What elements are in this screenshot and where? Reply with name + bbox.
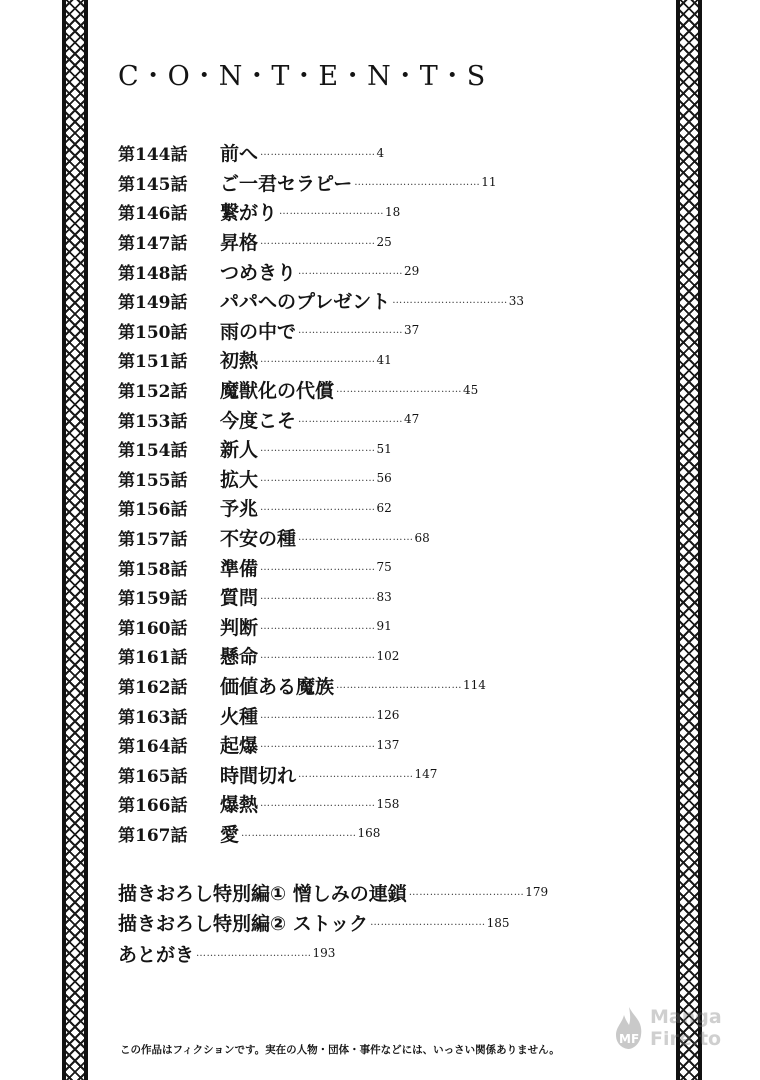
extra-title: あとがき: [118, 943, 195, 966]
toc-entry: [118, 523, 658, 553]
chapter-title: 価値ある魔族: [220, 675, 335, 698]
leader-dots: ……………………………: [260, 354, 376, 366]
leader-dots: ……………………………: [298, 532, 414, 544]
chapter-number: 第158話: [118, 559, 188, 580]
toc-entry: [118, 345, 658, 375]
toc-entry: [118, 641, 658, 671]
leader-dots: ……………………………: [370, 917, 486, 929]
chapter-number: 第163話: [118, 707, 188, 728]
chapter-title: 昇格: [220, 232, 259, 255]
leader-dots: ………………………………: [336, 384, 463, 396]
toc-entry: [118, 464, 658, 494]
leader-dots: ……………………………: [241, 827, 357, 839]
page-number: 75: [376, 560, 392, 575]
chapter-title: 今度こそ: [220, 409, 297, 432]
extra-title: 描きおろし特別編① 憎しみの連鎖: [118, 882, 407, 905]
leader-dots: ……………………………: [260, 620, 376, 632]
leader-dots: ……………………………: [260, 443, 376, 455]
page-number: 102: [376, 648, 400, 663]
page-number: 45: [463, 382, 479, 397]
chapter-title: 火種: [220, 705, 259, 728]
toc-entry: [118, 197, 658, 227]
page-number: 18: [385, 204, 401, 219]
page-number: 41: [376, 352, 392, 367]
chapter-title: 起爆: [220, 735, 259, 758]
decorative-border-left: [62, 0, 88, 1080]
chapter-number: 第165話: [118, 766, 188, 787]
leader-dots: ……………………………: [392, 295, 508, 307]
page-number: 168: [357, 826, 381, 841]
watermark-line1: Manga: [650, 1006, 722, 1028]
page-number: 25: [376, 234, 392, 249]
chapter-title: 初熱: [220, 350, 259, 373]
leader-dots: ……………………………: [408, 886, 525, 898]
toc-entry: [118, 404, 658, 434]
page-number: 29: [404, 264, 420, 279]
chapter-number: 第152話: [118, 382, 188, 403]
chapter-title: 準備: [220, 557, 259, 580]
toc-entry: [118, 227, 658, 257]
chapter-number: 第157話: [118, 530, 188, 551]
chapter-title: 魔獣化の代償: [220, 380, 335, 403]
chapter-title: 前へ: [220, 143, 259, 166]
page-number: 68: [414, 530, 430, 545]
page-number: 83: [376, 589, 392, 604]
toc-entry: [118, 700, 658, 730]
toc-entry: [118, 789, 658, 819]
toc-entry: [118, 552, 658, 582]
chapter-number: 第155話: [118, 470, 188, 491]
chapter-title: 質問: [220, 587, 259, 610]
page-number: 11: [481, 175, 497, 190]
leader-dots: ……………………………: [298, 768, 414, 780]
extras-list: [118, 877, 658, 969]
leader-dots: ……………………………: [260, 709, 376, 721]
chapter-title: 新人: [220, 439, 259, 462]
page-number: 179: [525, 885, 549, 900]
leader-dots: ………………………………: [336, 679, 463, 691]
chapter-number: 第153話: [118, 411, 188, 432]
toc-entry: [118, 819, 658, 849]
chapter-number: 第159話: [118, 589, 188, 610]
chapter-title: ご一君セラピー: [220, 172, 353, 195]
contents-title: C・O・N・T・E・N・T・S: [118, 61, 487, 92]
leader-dots: ……………………………: [260, 798, 376, 810]
chapter-number: 第145話: [118, 174, 188, 195]
chapter-title: 判断: [220, 616, 259, 639]
chapter-number: 第154話: [118, 441, 188, 462]
toc-entry: [118, 582, 658, 612]
toc-entry: [118, 316, 658, 346]
toc-entry: [118, 375, 658, 405]
chapter-number: 第161話: [118, 648, 188, 669]
page-number: 56: [376, 471, 392, 486]
chapter-number: 第149話: [118, 293, 188, 314]
page-number: 91: [376, 619, 392, 634]
chapter-number: 第147話: [118, 234, 188, 255]
toc-entry: [118, 612, 658, 642]
page-number: 147: [414, 767, 438, 782]
chapter-number: 第164話: [118, 737, 188, 758]
chapter-number: 第146話: [118, 204, 188, 225]
chapter-title: 愛: [220, 823, 240, 846]
leader-dots: ……………………………: [260, 236, 376, 248]
leader-dots: …………………………: [298, 413, 404, 425]
leader-dots: ……………………………: [260, 472, 376, 484]
watermark: [612, 1002, 752, 1054]
toc-entry: [118, 730, 658, 760]
chapter-number: 第151話: [118, 352, 188, 373]
chapter-number: 第166話: [118, 796, 188, 817]
chapter-title: 懸命: [220, 646, 259, 669]
chapter-title: パパへのプレゼント: [220, 291, 391, 314]
leader-dots: ……………………………: [260, 561, 376, 573]
toc-entry-extra: [118, 938, 658, 969]
decorative-border-right: [676, 0, 702, 1080]
chapter-title: つめきり: [220, 261, 297, 284]
page-number: 33: [508, 293, 525, 308]
chapter-number: 第156話: [118, 500, 188, 521]
chapter-number: 第162話: [118, 677, 188, 698]
svg-text:MF: MF: [619, 1032, 640, 1046]
leader-dots: ……………………………: [260, 147, 376, 159]
chapter-number: 第148話: [118, 263, 188, 284]
chapter-number: 第167話: [118, 825, 188, 846]
page-number: 114: [463, 678, 486, 693]
leader-dots: ………………………………: [354, 176, 481, 188]
chapter-title: 繋がり: [220, 202, 278, 225]
leader-dots: …………………………: [298, 265, 404, 277]
page-number: 137: [376, 737, 400, 752]
leader-dots: ……………………………: [260, 739, 376, 751]
toc-entry-extra: [118, 908, 658, 939]
chapter-number: 第160話: [118, 618, 188, 639]
page-number: 185: [486, 915, 510, 930]
toc-entry: [118, 168, 658, 198]
leader-dots: …………………………: [298, 324, 404, 336]
watermark-line2: Fire.to: [650, 1028, 722, 1050]
toc-entry: [118, 671, 658, 701]
page-number: 4: [376, 145, 385, 160]
page-number: 158: [376, 796, 400, 811]
chapter-title: 不安の種: [220, 528, 297, 551]
chapter-number: 第144話: [118, 145, 188, 166]
leader-dots: ……………………………: [260, 650, 376, 662]
toc-entry: [118, 493, 658, 523]
leader-dots: …………………………: [279, 206, 385, 218]
toc-entry: [118, 434, 658, 464]
leader-dots: ……………………………: [260, 502, 376, 514]
toc-entry: [118, 759, 658, 789]
chapter-title: 時間切れ: [220, 764, 297, 787]
toc-entry: [118, 256, 658, 286]
flame-icon: [612, 1005, 646, 1051]
chapter-number: 第150話: [118, 322, 188, 343]
page-number: 47: [404, 412, 420, 427]
page-number: 126: [376, 708, 400, 723]
toc-entry: [118, 138, 658, 168]
page-number: 37: [404, 323, 420, 338]
leader-dots: ……………………………: [260, 591, 376, 603]
extra-title: 描きおろし特別編② ストック: [118, 913, 369, 936]
leader-dots: ……………………………: [196, 947, 312, 959]
page-number: 51: [376, 441, 392, 456]
chapter-title: 爆熱: [220, 794, 259, 817]
chapter-title: 予兆: [220, 498, 259, 521]
toc-entry-extra: [118, 877, 658, 908]
page-number: 193: [312, 946, 336, 961]
chapter-list: [118, 138, 658, 848]
fiction-disclaimer: この作品はフィクションです。実在の人物・団体・事件などには、いっさい関係ありません。: [120, 1044, 560, 1056]
toc-entry: [118, 286, 658, 316]
chapter-title: 拡大: [220, 468, 259, 491]
chapter-title: 雨の中で: [220, 320, 297, 343]
page-number: 62: [376, 500, 392, 515]
